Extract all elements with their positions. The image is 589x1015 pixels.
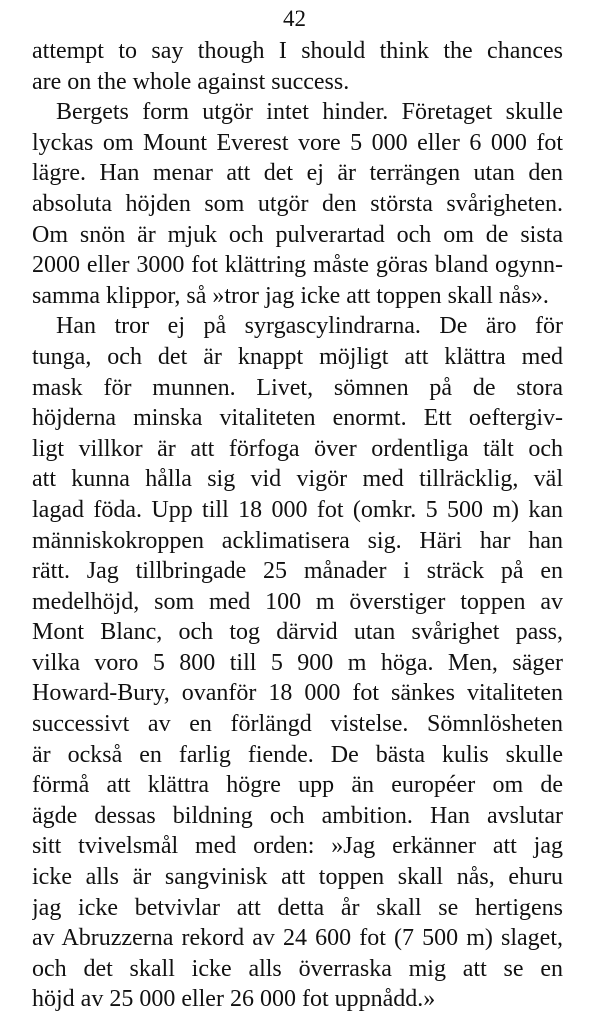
text-line: attempt to say though I should think the chances xyxy=(32,38,563,64)
text-line: ligt villkor är att förfoga över ordentliga tält och xyxy=(32,435,563,462)
text-line: lyckas om Mount Everest vore 5 000 eller 6 000 fot xyxy=(32,129,563,156)
text-line: vilka voro 5 800 till 5 900 m höga. Men, säger xyxy=(32,649,563,676)
text-line: Han tror ej på syrgascylindrarna. De äro för xyxy=(56,313,563,340)
text-line: Om snön är mjuk och pulverartad och om de sista xyxy=(32,221,563,248)
text-line: samma klippor, så »tror jag icke att toppen skall nås». xyxy=(32,282,549,309)
text-line: människokroppen acklimatisera sig. Häri har han xyxy=(32,527,563,554)
text-line: Howard-Bury, ovanför 18 000 fot sänkes vitaliteten xyxy=(32,680,563,707)
text-line: lägre. Han menar att det ej är terrängen utan den xyxy=(32,160,563,187)
text-line: av Abruzzerna rekord av 24 600 fot (7 500 m) slaget, xyxy=(32,925,563,952)
page-number: 42 xyxy=(283,6,306,31)
text-line: och det skall icke alls överraska mig att se en xyxy=(32,955,563,982)
text-line: successivt av en förlängd vistelse. Sömnlösheten xyxy=(32,711,563,738)
text-line: lagad föda. Upp till 18 000 fot (omkr. 5 500 m) kan xyxy=(32,496,563,523)
text-line: höjderna minska vitaliteten enormt. Ett oeftergiv- xyxy=(32,405,563,432)
text-line: are on the whole against success. xyxy=(32,68,350,95)
body-text xyxy=(32,36,563,1015)
text-line: Mont Blanc, och tog därvid utan svårighet pass, xyxy=(32,619,563,646)
text-line: förmå att klättra högre upp än européer om de xyxy=(32,772,563,799)
text-line: absoluta höjden som utgör den största svårigheten. xyxy=(32,190,563,217)
text-line: ägde dessas bildning och ambition. Han avslutar xyxy=(32,802,563,829)
text-line: jag icke betvivlar att detta år skall se hertigens xyxy=(32,894,563,921)
text-line: sitt tvivelsmål med orden: »Jag erkänner att jag xyxy=(32,833,563,860)
text-line: medelhöjd, som med 100 m överstiger toppen av xyxy=(32,588,563,615)
text-line: rätt. Jag tillbringade 25 månader i sträck på en xyxy=(32,558,563,585)
text-line: mask för munnen. Livet, sömnen på de stora xyxy=(32,374,563,401)
text-line: tunga, och det är knappt möjligt att klättra med xyxy=(32,343,563,370)
text-line: att kunna hålla sig vid vigör med tillräcklig, väl xyxy=(32,466,563,493)
text-line: är också en farlig fiende. De bästa kulis skulle xyxy=(32,741,563,768)
text-line: 2000 eller 3000 fot klättring måste göras bland ogynn- xyxy=(32,252,563,279)
text-line: höjd av 25 000 eller 26 000 fot uppnådd.» xyxy=(32,986,436,1013)
text-line: Bergets form utgör intet hinder. Företaget skulle xyxy=(56,99,563,126)
text-line: icke alls är sangvinisk att toppen skall nås, ehuru xyxy=(32,864,563,891)
